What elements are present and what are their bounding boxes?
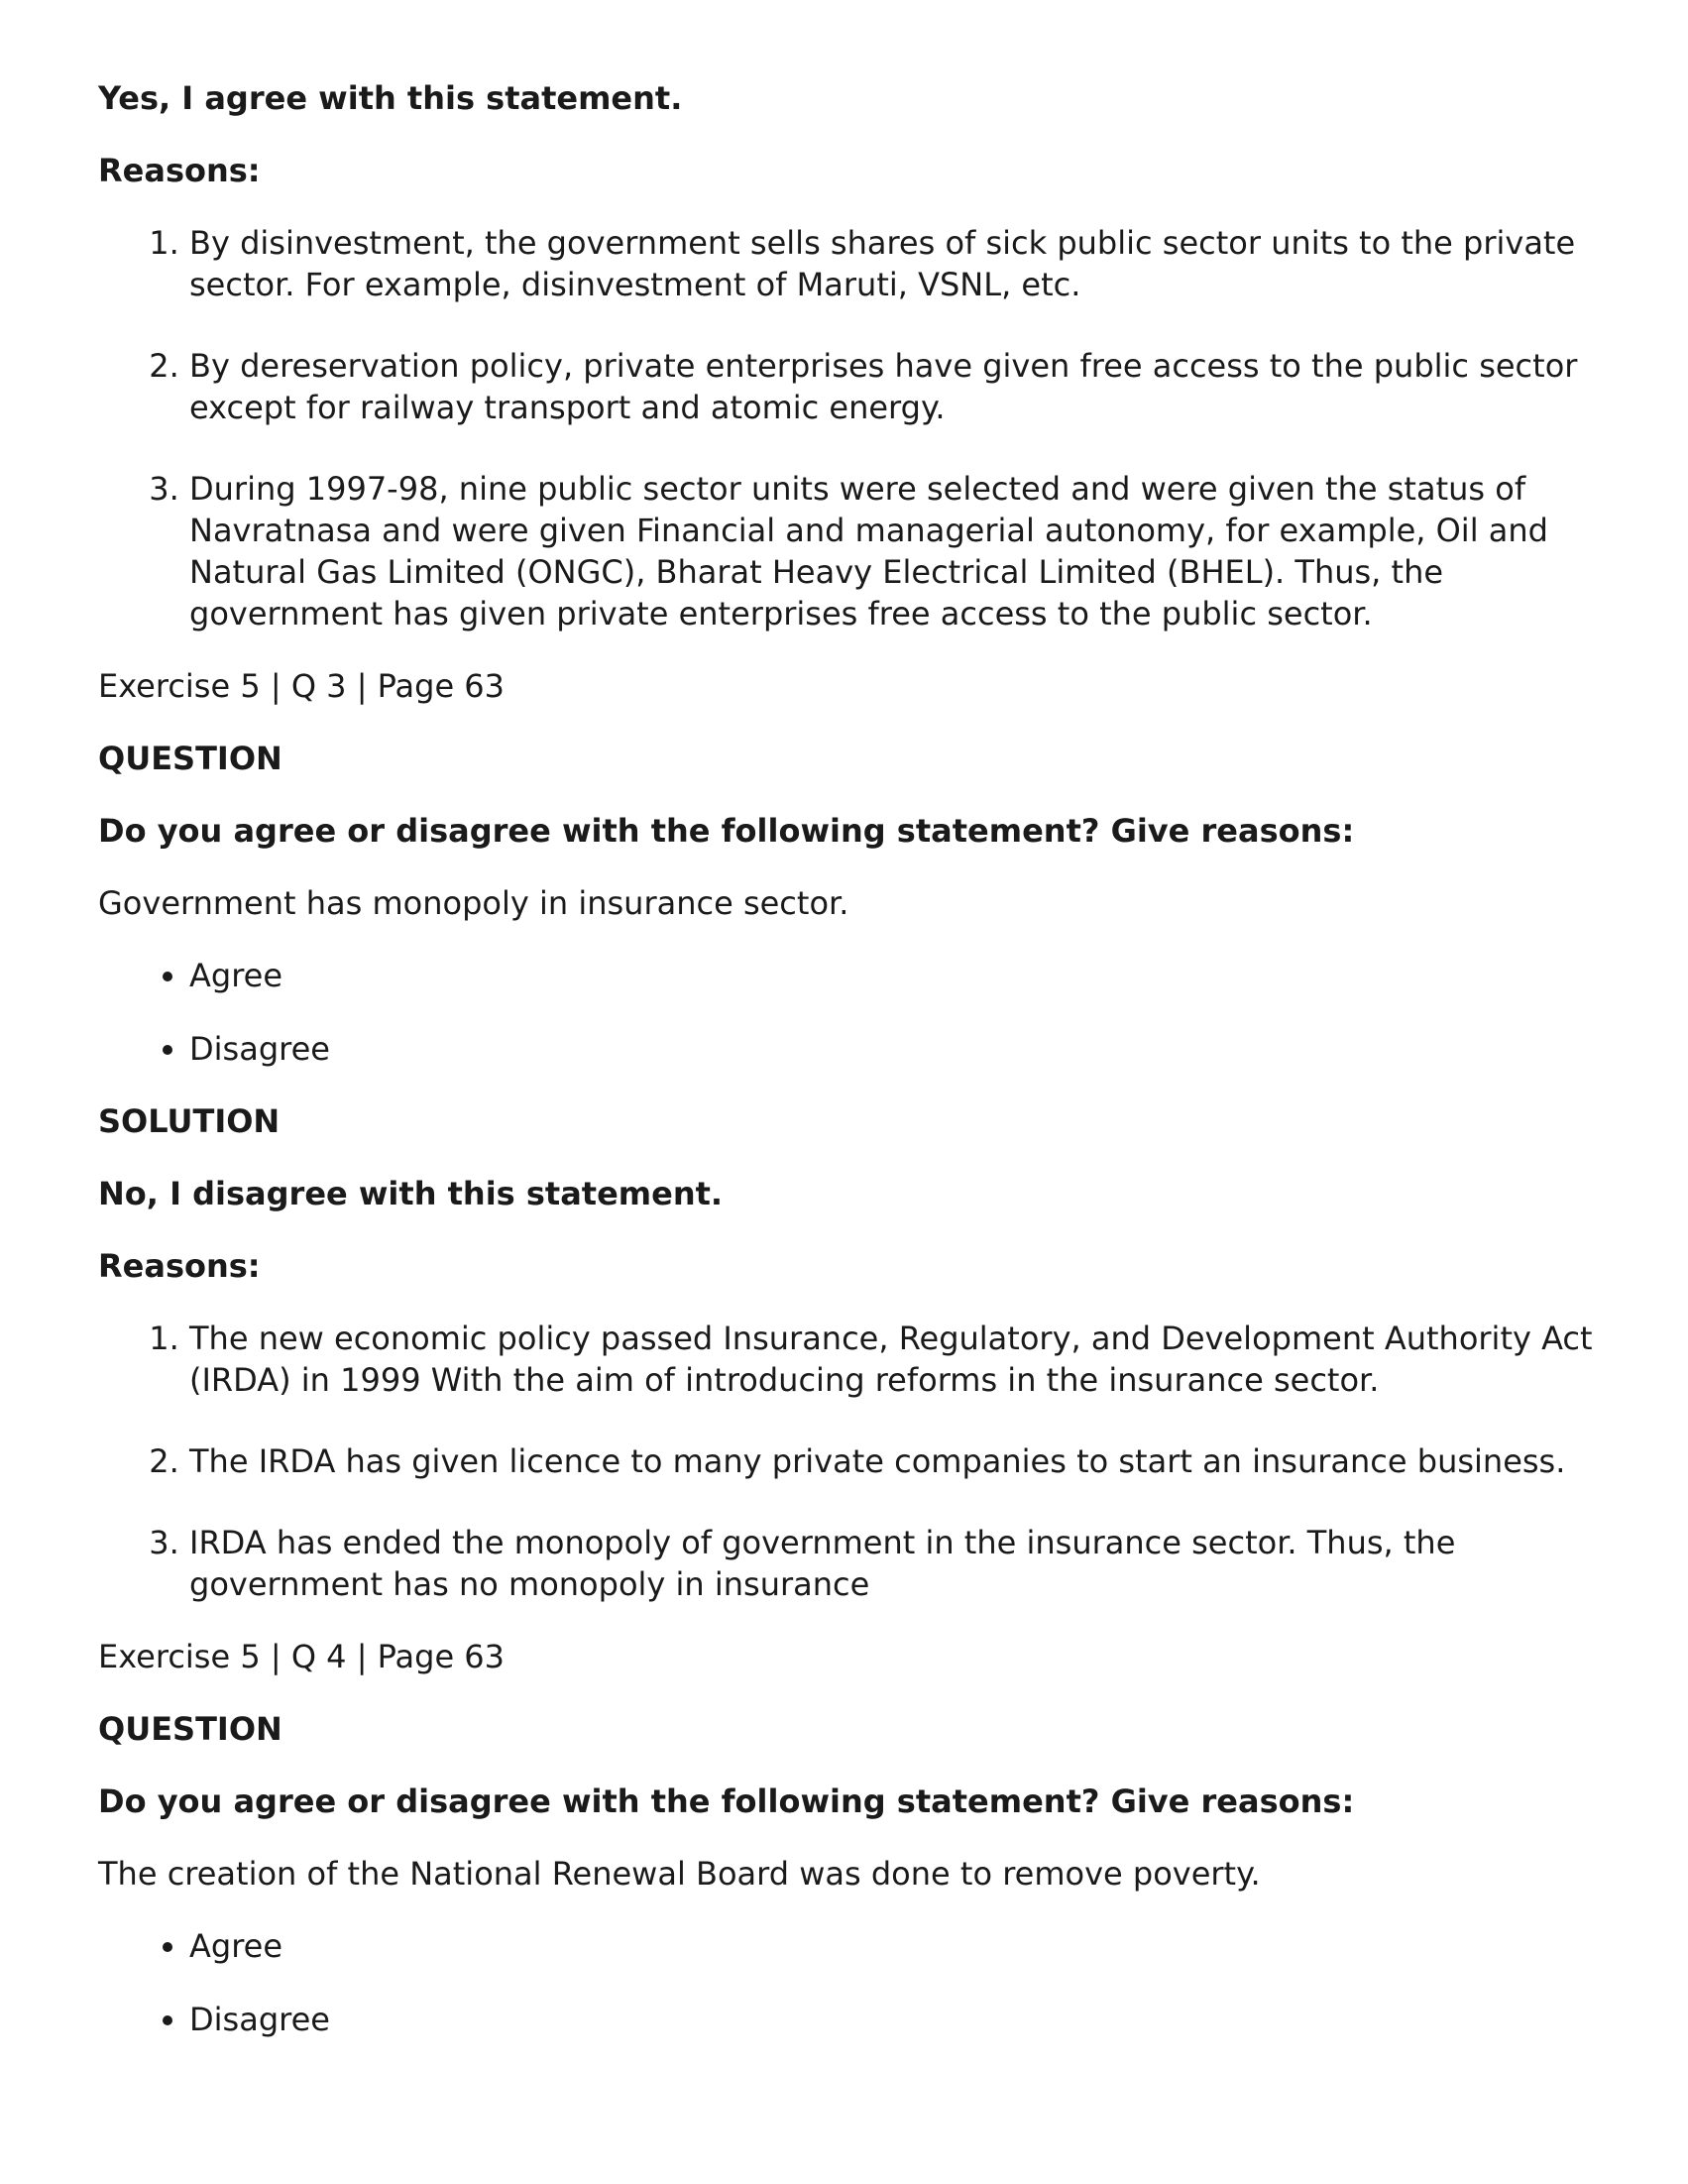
question-prompt: Do you agree or disagree with the following statement? Give reasons: [98,1782,1355,1820]
answer-statement: No, I disagree with this statement. [98,1175,724,1212]
exercise-reference: Exercise 5 | Q 4 | Page 63 [98,1638,506,1675]
question-statement: Government has monopoly in insurance sector. [98,884,849,922]
question-heading: QUESTION [98,740,282,777]
option-agree: • Agree [189,1925,1605,1967]
list-item: 1. By disinvestment, the government sells shares of sick public sector units to the private sector. For example, disinvestment of Maruti, VSNL, etc. [189,222,1605,305]
question-statement: The creation of the National Renewal Board was done to remove poverty. [98,1855,1261,1893]
reasons-list [98,1318,1605,1605]
question-heading: QUESTION [98,1710,282,1748]
list-item: 2. By dereservation policy, private enterprises have given free access to the public sector except for railway transport and atomic energy. [189,345,1605,428]
list-item: 1. The new economic policy passed Insurance, Regulatory, and Development Authority Act (IRDA) in 1999 With the aim of introducing reforms in the insurance sector. [189,1318,1605,1401]
list-item: 2. The IRDA has given licence to many private companies to start an insurance business. [189,1440,1605,1482]
options-list [98,1925,1605,2040]
option-disagree: • Disagree [189,1999,1605,2040]
document-page [98,77,1605,2071]
option-agree: • Agree [189,955,1605,996]
exercise-reference: Exercise 5 | Q 3 | Page 63 [98,667,506,705]
solution-heading: SOLUTION [98,1102,281,1140]
question-prompt: Do you agree or disagree with the following statement? Give reasons: [98,812,1355,850]
options-list [98,955,1605,1070]
reasons-heading: Reasons: [98,152,261,189]
reasons-list [98,222,1605,634]
option-disagree: • Disagree [189,1028,1605,1070]
reasons-heading: Reasons: [98,1247,261,1285]
list-item: 3. During 1997-98, nine public sector units were selected and were given the status of Navratnasa and were given Financial and managerial autonomy, for example, Oil and Natural Gas Limited (ONGC), Bharat Heavy Electrical Limited (BHEL). Thus, the government has given private enterprises free access to the public sector. [189,468,1605,634]
answer-statement: Yes, I agree with this statement. [98,79,683,117]
list-item: 3. IRDA has ended the monopoly of government in the insurance sector. Thus, the government has no monopoly in insurance [189,1522,1605,1605]
